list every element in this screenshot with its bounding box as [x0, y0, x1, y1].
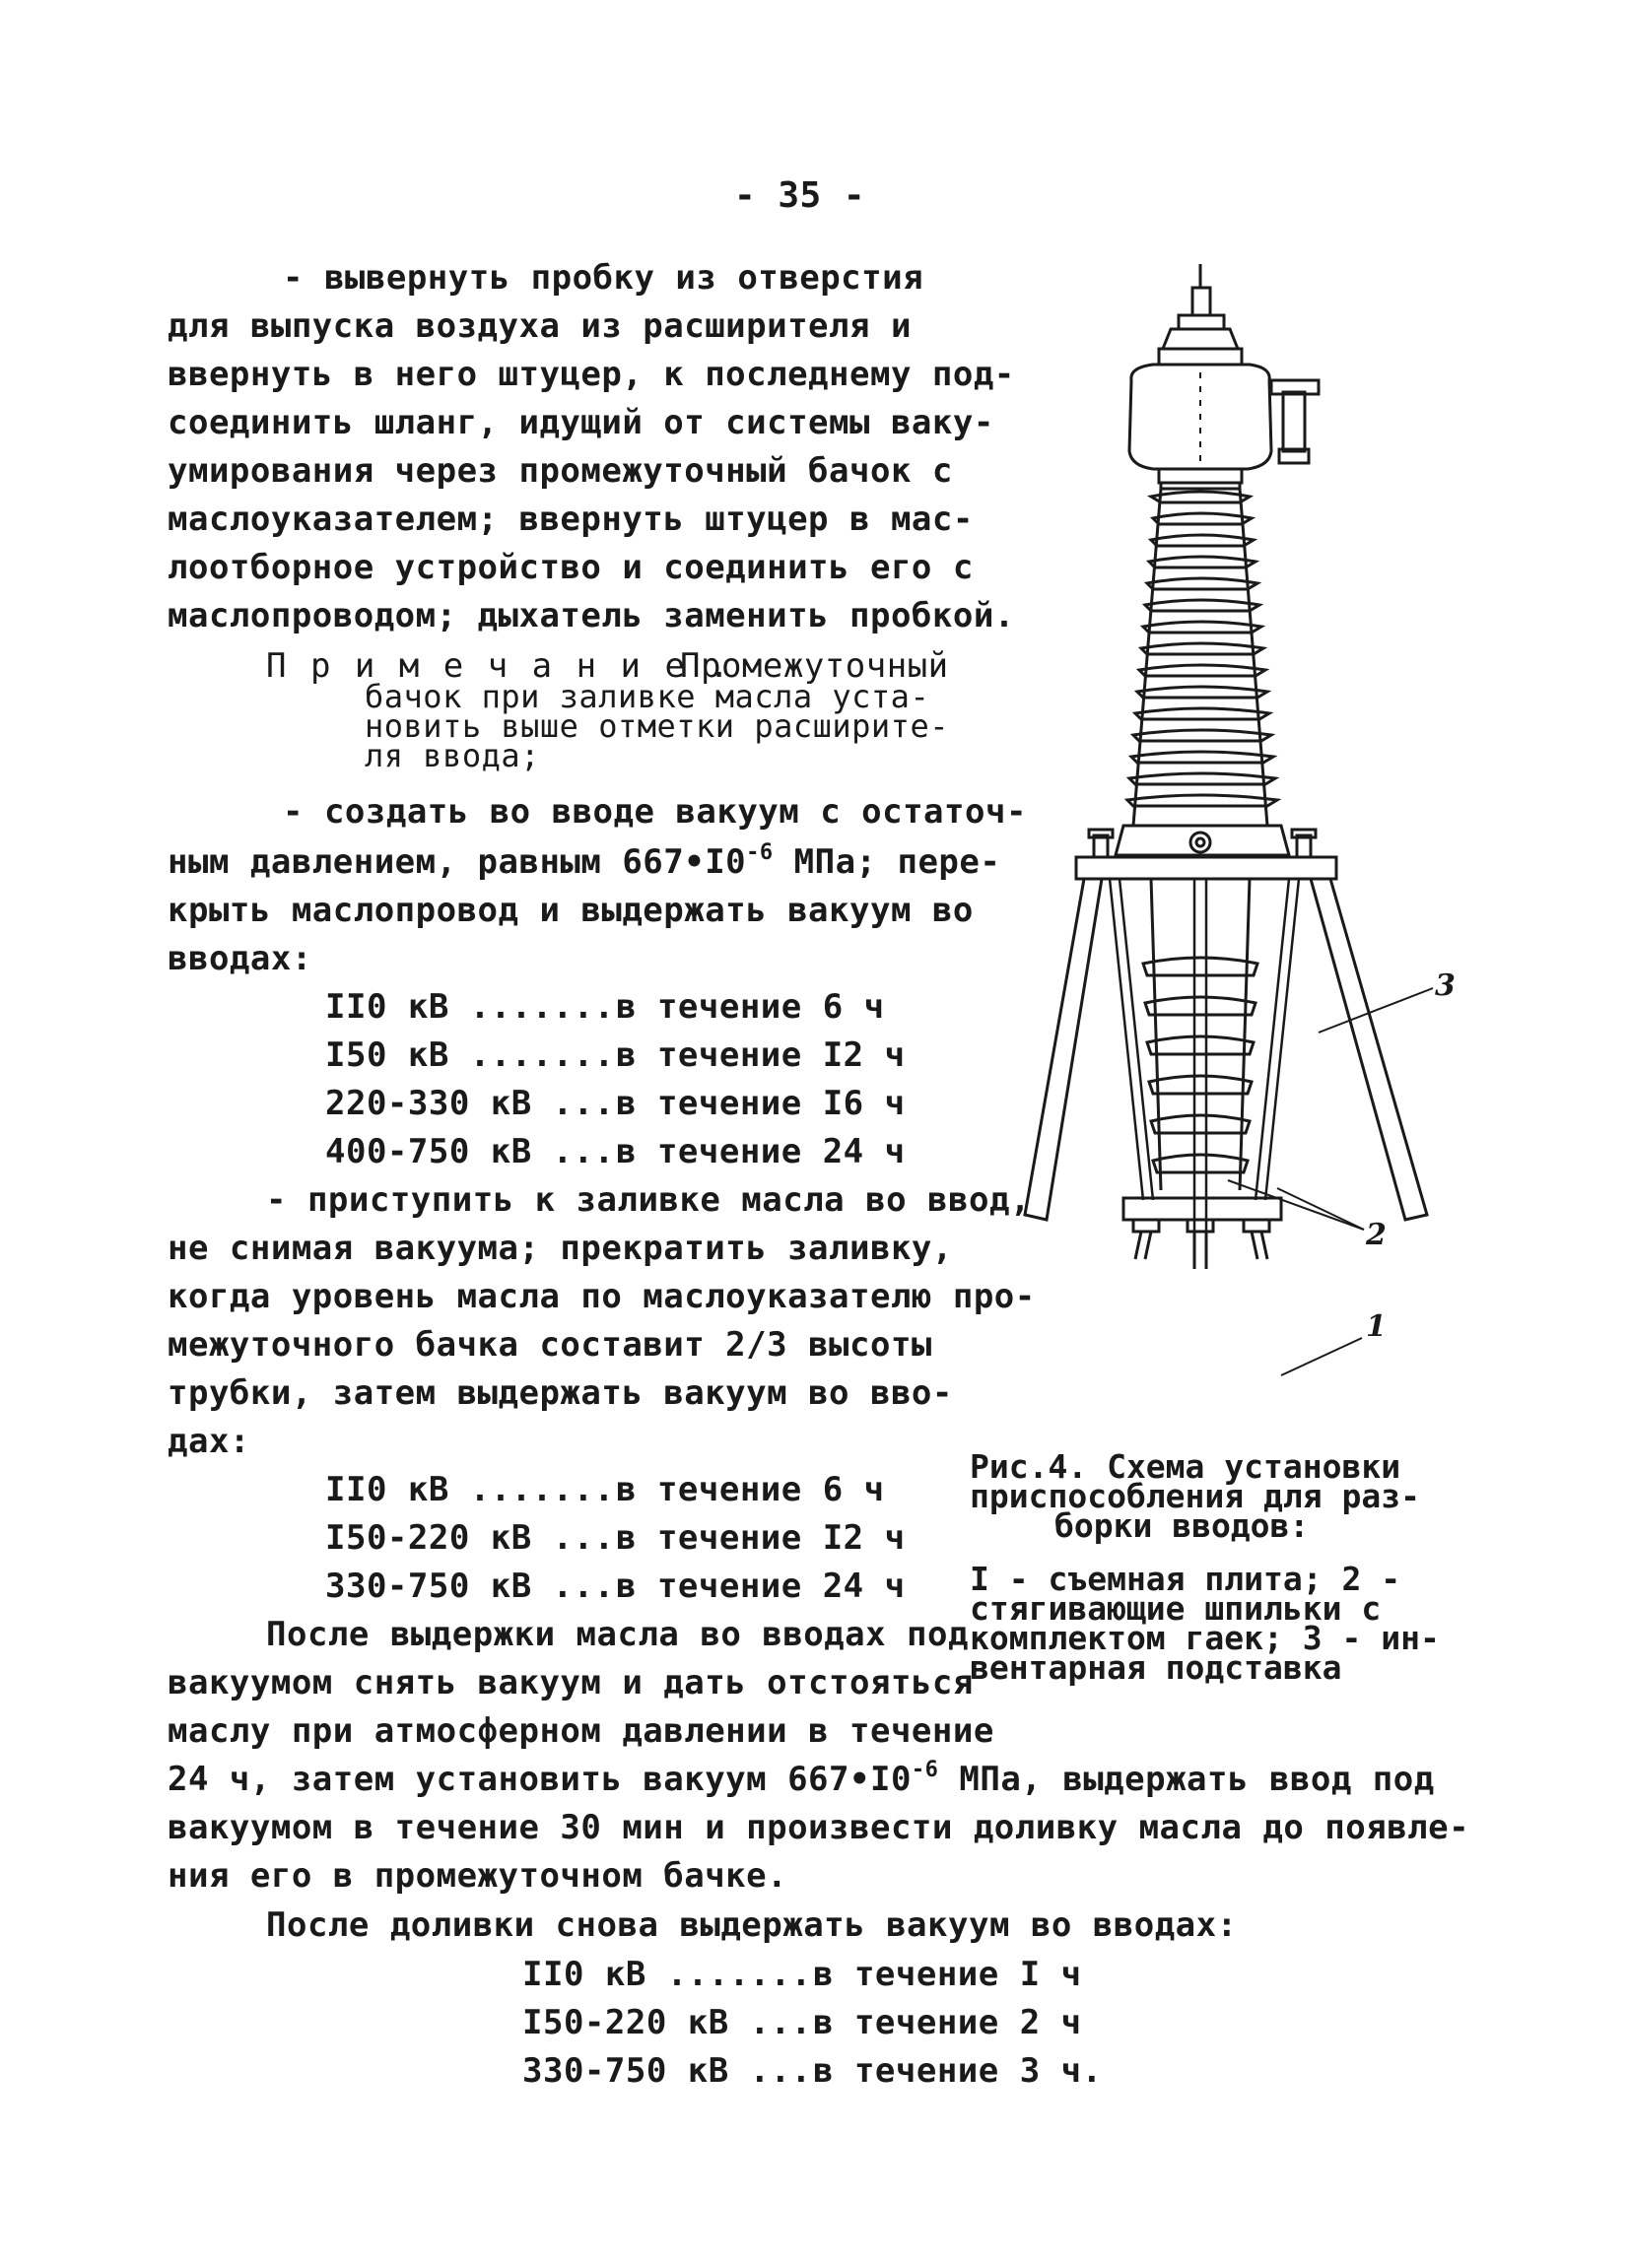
text-line: - создать во вводе вакуум с остаточ-: [283, 792, 1027, 832]
voltage: II0 кВ .......: [522, 1955, 812, 1994]
text-line: маслоуказателем; ввернуть штуцер в мас-: [168, 500, 974, 539]
note-label: П р и м е ч а н и е .: [266, 646, 731, 686]
text-fragment: МПа, выдержать ввод под: [938, 1760, 1435, 1799]
leader-3: [1319, 988, 1433, 1033]
caption-line: комплектом гаек; 3 - ин-: [970, 1619, 1440, 1657]
voltage: I50-220 кВ ...: [325, 1518, 615, 1558]
bottom-plate: [1123, 1198, 1281, 1220]
text-fragment: МПа; пере-: [773, 842, 1001, 882]
table-row: [522, 1951, 1082, 1998]
text-line: для выпуска воздуха из расширителя и: [168, 306, 912, 346]
caption-line: вентарная подставка: [970, 1648, 1342, 1687]
duration: в течение 24 ч: [616, 1132, 906, 1171]
caption-line: приспособления для раз-: [970, 1477, 1420, 1515]
caption-line: стягивающие шпильки с: [970, 1589, 1382, 1628]
text-line: трубки, затем выдержать вакуум во вво-: [168, 1373, 953, 1413]
leader-2b: [1277, 1188, 1364, 1230]
duration: в течение I ч: [813, 1955, 1082, 1994]
text-line-with-exponent: [168, 838, 1000, 891]
voltage: 330-750 кВ ...: [522, 2051, 812, 2091]
duration: в течение 24 ч: [616, 1567, 906, 1606]
table-row: [325, 1514, 906, 1562]
note-line: новить выше отметки расширите-: [365, 707, 949, 745]
text-line: вводах:: [168, 939, 312, 978]
text-line: не снимая вакуума; прекратить заливку,: [168, 1229, 953, 1268]
page-number: - 35 -: [734, 175, 866, 216]
leader-2a: [1228, 1180, 1364, 1230]
table-row: [522, 1999, 1082, 2046]
text-line: когда уровень масла по маслоуказателю про-: [168, 1277, 1036, 1316]
caption-line: Рис.4. Схема установки: [970, 1447, 1401, 1486]
text-line-with-exponent: [168, 1756, 1435, 1808]
voltage: 220-330 кВ ...: [325, 1084, 615, 1123]
voltage: I50-220 кВ ...: [522, 2003, 812, 2042]
text-line: - приступить к заливке масла во ввод,: [266, 1180, 1031, 1220]
stand-leg-right: [1311, 879, 1427, 1220]
terminal-flange: [1159, 349, 1242, 365]
text-line: маслопроводом; дыхатель заменить пробкой.: [168, 596, 1015, 635]
duration: в течение I6 ч: [616, 1084, 906, 1123]
table-row: [522, 2047, 1103, 2095]
stand-leg-left: [1025, 879, 1102, 1220]
voltage: II0 кВ .......: [325, 1470, 615, 1509]
voltage: 330-750 кВ ...: [325, 1567, 615, 1606]
text-line: дах:: [168, 1422, 250, 1461]
callout-3: 3: [1435, 968, 1456, 1003]
table-row: [325, 1032, 906, 1079]
voltage: II0 кВ .......: [325, 987, 615, 1027]
leader-1: [1281, 1338, 1362, 1375]
lower-bushing: [1143, 879, 1257, 1190]
table-row: [325, 1466, 885, 1513]
text-line: вакуумом в течение 30 мин и произвести доливку масла до появле-: [168, 1808, 1470, 1847]
text-line: крыть маслопровод и выдержать вакуум во: [168, 891, 974, 930]
text-line: ввернуть в него штуцер, к последнему под-: [168, 355, 1015, 394]
terminal-cap: [1192, 288, 1210, 315]
insulator-sheds: [1127, 483, 1277, 826]
top-plate: [1076, 857, 1336, 879]
callout-1: 1: [1366, 1309, 1387, 1344]
text-line: соединить шланг, идущий от системы ваку-: [168, 403, 994, 442]
table-row: [325, 1080, 906, 1127]
bushing-drawing: [985, 254, 1498, 1436]
text-line: лоотборное устройство и соединить его с: [168, 548, 974, 587]
exponent: -6: [911, 1758, 939, 1782]
duration: в течение 3 ч.: [813, 2051, 1103, 2091]
note-line: Промежуточный: [680, 646, 949, 686]
duration: в течение 6 ч: [616, 1470, 885, 1509]
oil-gauge: [1283, 392, 1305, 451]
table-row: [325, 1128, 906, 1175]
text-line: После выдержки масла во вводах под: [266, 1615, 969, 1654]
caption-line: борки вводов:: [1054, 1506, 1310, 1545]
callout-2: 2: [1366, 1218, 1387, 1252]
text-line: вакуумом снять вакуум и дать отстояться: [168, 1663, 974, 1702]
table-row: [325, 1563, 906, 1610]
exponent: -6: [746, 840, 774, 865]
duration: в течение 6 ч: [616, 987, 885, 1027]
note-line: бачок при заливке масла уста-: [365, 678, 930, 715]
duration: в течение 2 ч: [813, 2003, 1082, 2042]
tie-studs: [1110, 879, 1299, 1249]
text-line: - вывернуть пробку из отверстия: [283, 258, 924, 298]
duration: в течение I2 ч: [616, 1518, 906, 1558]
text-line: умирования через промежуточный бачок с: [168, 451, 953, 491]
bushing-figure: [985, 254, 1498, 1436]
text-fragment: 24 ч, затем установить вакуум 667•I0: [168, 1760, 912, 1799]
text-line: маслу при атмосферном давлении в течение: [168, 1711, 994, 1751]
duration: в течение I2 ч: [616, 1035, 906, 1075]
voltage: I50 кВ .......: [325, 1035, 615, 1075]
table-row: [325, 983, 885, 1031]
voltage: 400-750 кВ ...: [325, 1132, 615, 1171]
note-line: ля ввода;: [365, 737, 540, 774]
text-line: ния его в промежуточном бачке.: [168, 1856, 788, 1896]
terminal-base: [1163, 329, 1238, 349]
terminal-nut: [1179, 315, 1224, 329]
caption-line: I - съемная плита; 2 -: [970, 1560, 1401, 1598]
text-fragment: ным давлением, равным 667•I0: [168, 842, 747, 882]
text-line: межуточного бачка составит 2/3 высоты: [168, 1325, 932, 1365]
paragraph-5: После доливки снова выдержать вакуум во вводах:: [266, 1905, 1238, 1945]
